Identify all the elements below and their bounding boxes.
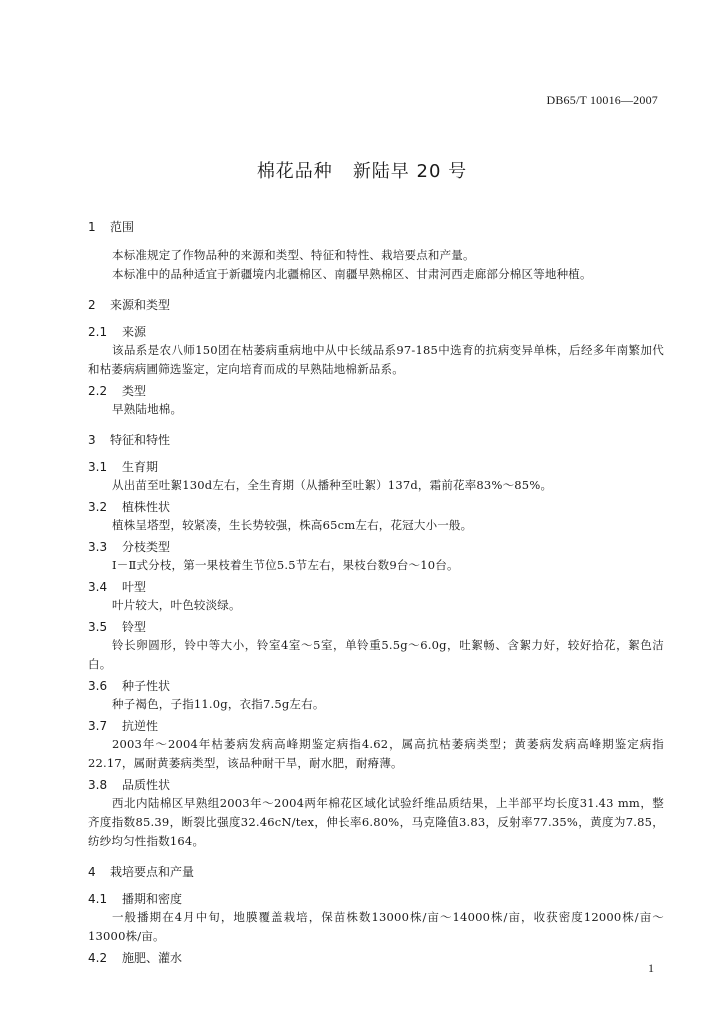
page-title	[0, 157, 724, 183]
section-3-1-paragraph: 从出苗至吐絮130d左右，全生育期（从播种至吐絮）137d，霜前花率83%～85%。	[112, 478, 553, 492]
section-1-paragraph-1: 本标准规定了作物品种的来源和类型、特征和特性、栽培要点和产量。	[112, 248, 475, 262]
section-3-6-paragraph: 种子褐色，子指11.0g，衣指7.5g左右。	[112, 697, 325, 711]
section-3-5-paragraph: 铃长卵圆形，铃中等大小，铃室4室～5室，单铃重5.5g～6.0g，吐絮畅、含絮力好，较好拾花，絮色洁白。	[88, 638, 664, 671]
section-3-4-heading: 3.4 叶型	[88, 580, 147, 594]
section-3-2-heading: 3.2 植株性状	[88, 500, 171, 514]
section-2-2-paragraph: 早熟陆地棉。	[112, 402, 183, 416]
title-part-2: 新陆早 20 号	[352, 161, 468, 182]
section-1-paragraph-2: 本标准中的品种适宜于新疆境内北疆棉区、南疆早熟棉区、甘肃河西走廊部分棉区等地种植。	[112, 267, 592, 281]
section-3-3-heading: 3.3 分枝类型	[88, 540, 171, 554]
section-3-4-paragraph: 叶片较大，叶色较淡绿。	[112, 598, 241, 612]
section-3-8-paragraph: 西北内陆棉区早熟组2003年～2004两年棉花区域化试验纤维品质结果，上半部平均长度31.43 mm，整齐度指数85.39，断裂比强度32.46cN/tex，伸长率6.80%，马克隆值3.83，反射率77.35%，黄度为7.85，纺纱均匀性指数164。	[88, 796, 664, 848]
section-3-3-paragraph: Ⅰ－Ⅱ式分枝，第一果枝着生节位5.5节左右，果枝台数9台～10台。	[112, 558, 459, 572]
section-2-1-paragraph: 该品系是农八师150团在枯萎病重病地中从中长绒品系97-185中选育的抗病变异单株，后经多年南繁加代和枯萎病病圃筛选鉴定，定向培育而成的早熟陆地棉新品系。	[88, 343, 664, 376]
section-3-heading: 3 特征和特性	[88, 433, 171, 447]
section-3-7-paragraph: 2003年～2004年枯萎病发病高峰期鉴定病指4.62，属高抗枯萎病类型；黄萎病发病高峰期鉴定病指22.17，属耐黄萎病类型，该品种耐干旱，耐水肥，耐瘠薄。	[88, 737, 664, 770]
section-4-1-heading: 4.1 播期和密度	[88, 892, 183, 906]
title-part-1: 棉花品种	[256, 161, 333, 182]
section-3-2-paragraph: 植株呈塔型，较紧凑，生长势较强，株高65cm左右，花冠大小一般。	[112, 518, 473, 532]
section-1-heading: 1 范围	[88, 220, 135, 234]
section-2-1-heading: 2.1 来源	[88, 325, 147, 339]
section-4-1-paragraph: 一般播期在4月中旬，地膜覆盖栽培，保苗株数13000株/亩～14000株/亩，收获密度12000株/亩～13000株/亩。	[88, 910, 664, 943]
section-3-6-heading: 3.6 种子性状	[88, 679, 171, 693]
section-2-2-heading: 2.2 类型	[88, 384, 147, 398]
section-3-5-heading: 3.5 铃型	[88, 620, 147, 634]
section-3-8-heading: 3.8 品质性状	[88, 778, 171, 792]
section-3-1-heading: 3.1 生育期	[88, 460, 159, 474]
section-4-2-heading: 4.2 施肥、灌水	[88, 951, 183, 965]
document-body	[88, 218, 664, 967]
section-2-heading: 2 来源和类型	[88, 298, 171, 312]
section-4-heading: 4 栽培要点和产量	[88, 865, 195, 879]
page-number: 1	[648, 961, 654, 975]
section-3-7-heading: 3.7 抗逆性	[88, 719, 159, 733]
document-code: DB65/T 10016—2007	[546, 93, 658, 107]
